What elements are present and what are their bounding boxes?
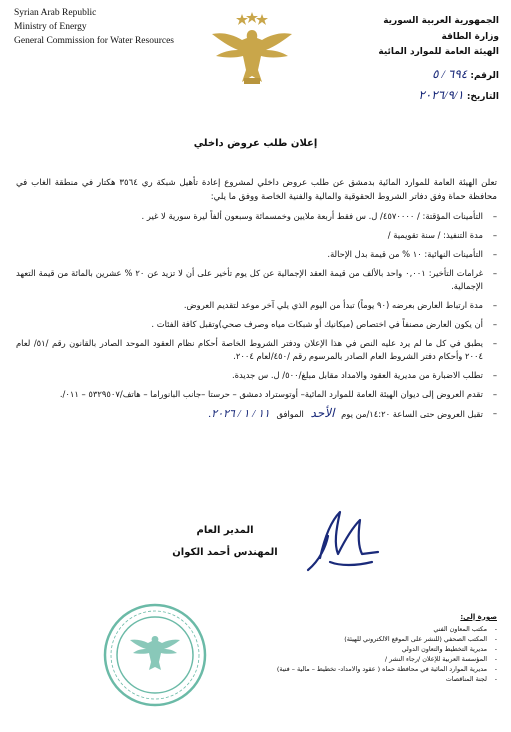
copies-item-2: - المكتب الصحفي (للنشر على الموقع الالكتروني للهيئة) — [237, 634, 497, 644]
reference-value: ٦٩٤ / ٥ — [432, 66, 468, 81]
term-item-5: – مدة ارتباط العارض بعرضه (٩٠ يوماً) تبدأ من اليوم الذي يلي آخر موعد لتقديم العروض. — [16, 299, 497, 312]
date-label: التاريخ: — [466, 92, 499, 102]
header-ar-line-3: الهيئة العامة للموارد المائية — [378, 47, 499, 57]
term-item-deadline — [16, 407, 497, 421]
copies-title: صورة إلى: — [460, 613, 497, 621]
header-ar-line-1: الجمهورية العربية السورية — [383, 16, 499, 26]
header-en — [14, 6, 174, 48]
reference-label: الرقم: — [470, 70, 499, 81]
header-ar-line-2: وزارة الطاقة — [441, 31, 499, 42]
eagle-emblem-icon — [208, 10, 296, 94]
reference-number-row — [378, 67, 499, 85]
copies-item-1: - مكتب المعاون الفني — [237, 624, 497, 634]
term-item-7: – يطبق في كل ما لم يرد عليه النص في هذا الإعلان ودفتر الشروط الخاصة أحكام نظام العقود الموحد الصادر بالقانون رقم /٥١/ لعام ٢٠٠٤ وأحكام دفتر الشروط العام الصادر بالمرسوم رقم /٤٥٠/لعام ٢٠٠٤. — [16, 337, 497, 363]
deadline-date: ١١ / ١ / ٢٠٢٦. — [208, 408, 270, 420]
signer-block — [150, 520, 300, 564]
copies-item-5: - مديرية الموارد المائية في محافظة حماه ( عقود والامداد- تخطيط – مالية – فنية) — [237, 664, 497, 674]
intro-paragraph: تعلن الهيئة العامة للموارد المائية بدمشق عن طلب عروض داخلي لمشروع إعادة تأهيل شبكة ري ٣٥٦٤ هكتار في منطقة الغاب في محافظة حماة وفق دفاتر الشروط الحقوقية والمالية والفنية الخاصة ووفق ما يلي: — [16, 178, 497, 202]
term-item-2: – مدة التنفيذ: / سنة تقويمية / — [16, 229, 497, 242]
announcement-title: إعلان طلب عروض داخلي — [193, 138, 318, 149]
header-en-line-2: Ministry of Energy — [14, 22, 87, 32]
term-item-4: – غرامات التأخير: ٠,٠٠١ واحد بالألف من قيمة العقد الإجمالية عن كل يوم تأخير على أن لا تزيد عن ٢٠ % عشرين بالمائة من قيمة التعهد الإجمالية. — [16, 267, 497, 293]
term-item-6: – أن يكون العارض مصنفاً في اختصاص (ميكانيك أو شبكات مياه وصرف صحي)وتقبل كافة الفئات . — [16, 318, 497, 331]
copies-block — [237, 612, 497, 684]
signer-name: المهندس أحمد الكوان — [172, 547, 278, 558]
deadline-prefix: تقبل العروض حتى الساعة ١٤:٢٠/من يوم — [341, 409, 483, 419]
date-row — [378, 88, 499, 106]
terms-list — [16, 210, 497, 427]
header-ar — [378, 14, 499, 106]
term-item-1: – التأمينات المؤقتة: / ٤٥٧٠٠٠٠/ ل. س فقط أربعة ملايين وخمسمائة وسبعون ألفاً ليرة سورية لا غير . — [16, 210, 497, 223]
term-item-8: – تطلب الاضبارة من مديرية العقود والامداد مقابل مبلغ/٥٠٠/ ل. س جديدة. — [16, 369, 497, 382]
deadline-day: الأحد — [310, 406, 335, 420]
signature-icon — [300, 500, 395, 580]
signer-role: المدير العام — [196, 525, 254, 536]
copies-item-3: - مديرية التخطيط والتعاون الدولي — [237, 644, 497, 654]
deadline-mid: الموافق — [276, 409, 304, 419]
copies-list — [237, 624, 497, 684]
copies-item-6: - لجنة المناقصات — [237, 674, 497, 684]
date-value: ٢٠٢٦/٩/١ — [418, 88, 464, 102]
header-en-line-3: General Commission for Water Resources — [14, 36, 174, 46]
term-item-9: – تقدم العروض إلى ديوان الهيئة العامة للموارد المائية– أوتوستراد دمشق – حرستا –جانب البانوراما – هاتف/٥٣٢٩٥٠٧ – ٠١١/. — [16, 388, 497, 401]
term-item-3: – التأمينات النهائية: ١٠ % من قيمة بدل الإحالة. — [16, 248, 497, 261]
copies-item-4: - المؤسسة العربية للإعلان /رجاء النشر / — [237, 654, 497, 664]
official-stamp-icon — [100, 600, 210, 710]
header-en-line-1: Syrian Arab Republic — [14, 8, 97, 18]
